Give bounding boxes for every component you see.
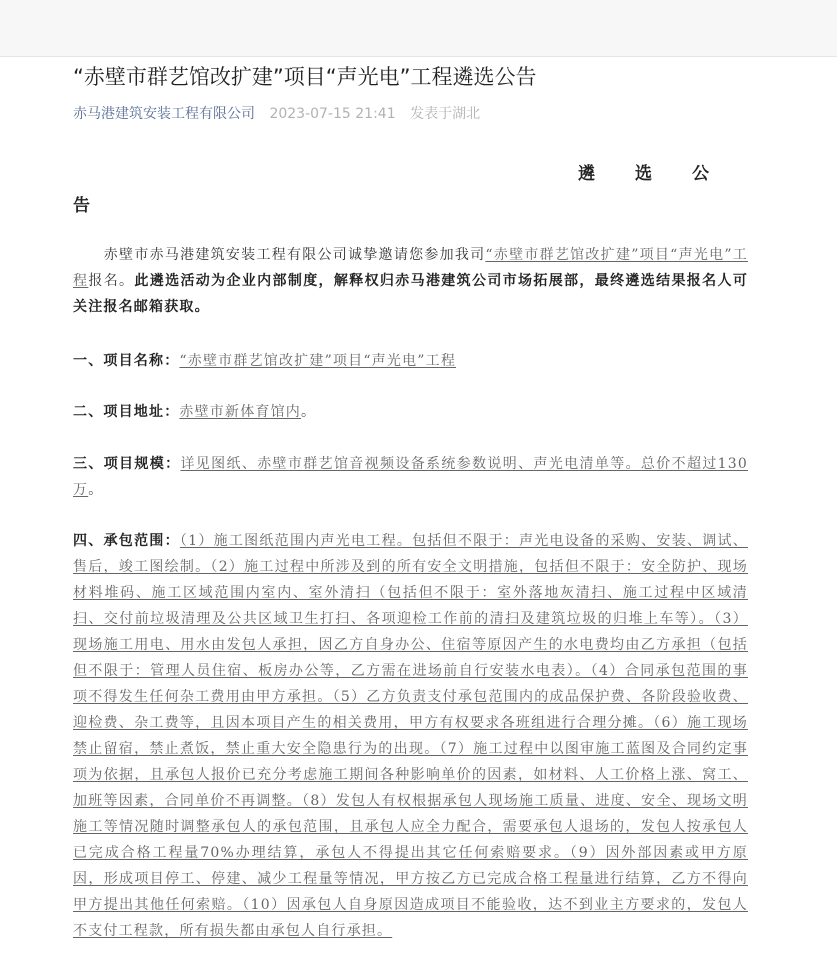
article-page (0, 57, 837, 972)
section-project-name (73, 348, 748, 374)
intro-paragraph (73, 242, 748, 320)
section-label: 一、项目名称： (73, 353, 180, 369)
intro-text: 赤壁市赤马港建筑安装工程有限公司诚挚邀请您参加我司 (103, 247, 486, 263)
intro-text-tail: 报名。 (88, 273, 135, 289)
article-meta (73, 103, 480, 123)
top-bar (0, 0, 837, 57)
notice-heading-wrap: 告 (73, 196, 90, 216)
section-label: 二、项目地址： (73, 404, 180, 420)
section-label: 三、项目规模： (73, 456, 181, 472)
section-scope (73, 528, 748, 944)
article-title: “赤壁市群艺馆改扩建”项目“声光电”工程遴选公告 (73, 65, 537, 89)
notice-heading: 遴选公 (578, 164, 749, 184)
section-tail: 。 (88, 482, 104, 498)
intro-project-name: “赤壁市群艺馆改扩建”项目“声光电”工程 (73, 247, 748, 289)
intro-bold-note: 此遴选活动为企业内部制度，解释权归赤马港建筑公司市场拓展部，最终遴选结果报名人可关注报名邮箱获取。 (73, 273, 749, 315)
author-link[interactable]: 赤马港建筑安装工程有限公司 (73, 106, 255, 122)
section-value: （1）施工图纸范围内声光电工程。包括但不限于：声光电设备的采购、安装、调试、售后，竣工图绘制。（2）施工过程中所涉及到的所有安全文明措施，包括但不限于：安全防护、现场材料堆码、施工区域范围内室内、室外清扫（包括但不限于：室外落地灰清扫、施工过程中区域清扫、交付前垃圾清理及公共区域卫生打扫、各项迎检工作前的清扫及建筑垃圾的归堆上车等）。（3）现场施工用电、用水由发包人承担，因乙方自身办公、住宿等原因产生的水电费均由乙方承担（包括但不限于：管理人员住宿、板房办公等，乙方需在进场前自行安装水电表）。（4）合同承包范围的事项不得发生任何杂工费用由甲方承担。（5）乙方负责支付承包范围内的成品保护费、各阶段验收费、迎检费、杂工费等，且因本项目产生的相关费用，甲方有权要求各班组进行合理分摊。（6）施工现场禁止留宿，禁止煮饭，禁止重大安全隐患行为的出现。（7）施工过程中以图审施工蓝图及合同约定事项为依据，且承包人报价已充分考虑施工期间各种影响单价的因素，如材料、人工价格上涨、窝工、加班等因素，合同单价不再调整。（8）发包人有权根据承包人现场施工质量、进度、安全、现场文明施工等情况随时调整承包人的承包范围，且承包人应全力配合，需要承包人退场的，发包人按承包人已完成合格工程量70%办理结算，承包人不得提出其它任何索赔要求。（9）因外部因素或甲方原因，形成项目停工、停建、减少工程量等情况，甲方按乙方已完成合格工程量进行结算，乙方不得向甲方提出其他任何索赔。（10）因承包人自身原因造成项目不能验收，达不到业主方要求的，发包人不支付工程款，所有损失都由承包人自行承担。 (73, 533, 748, 939)
section-project-address (73, 399, 748, 425)
section-tail: 。 (301, 404, 317, 420)
publish-location: 发表于湖北 (410, 106, 481, 122)
section-project-scale (73, 451, 748, 503)
section-value: “赤壁市群艺馆改扩建”项目“声光电”工程 (179, 353, 457, 369)
section-value: 赤壁市新体育馆内 (179, 404, 302, 420)
section-value: 详见图纸、赤壁市群艺馆音视频设备系统参数说明、声光电清单等。总价不超过130万 (73, 456, 748, 498)
section-label: 四、承包范围： (73, 533, 180, 549)
publish-time: 2023-07-15 21:41 (269, 106, 396, 122)
